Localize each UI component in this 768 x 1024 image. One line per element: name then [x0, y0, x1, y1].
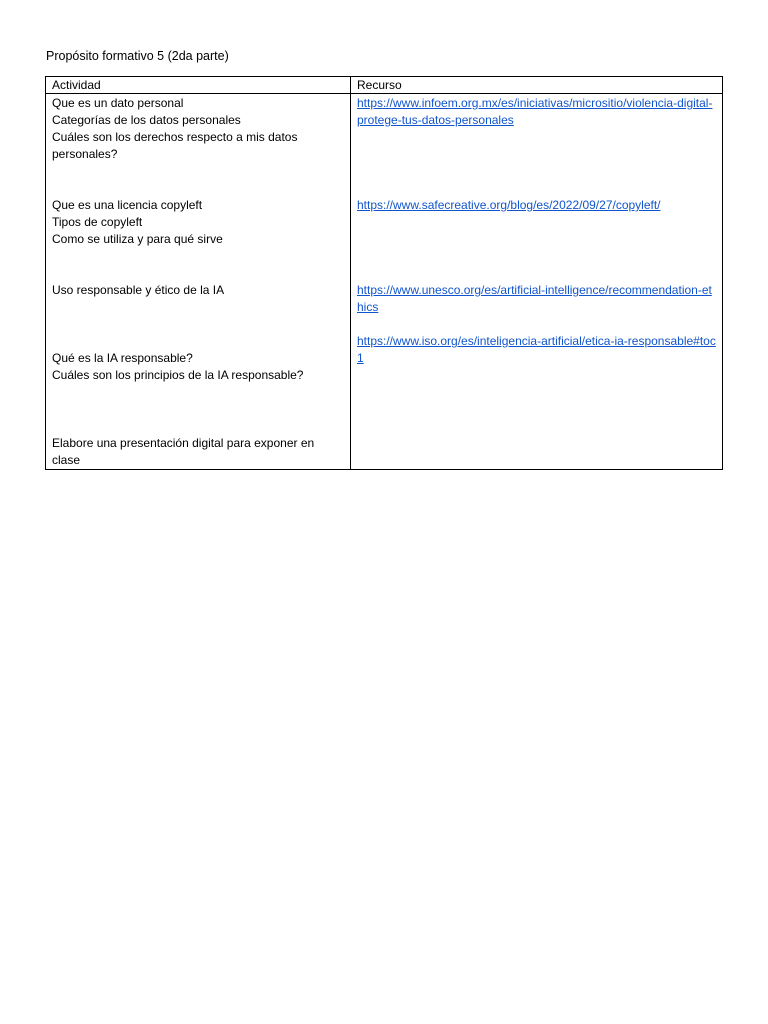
spacer [357, 265, 716, 282]
table-header-row [46, 77, 723, 94]
activity-resource-table [45, 76, 723, 470]
resource-link-datos-personales[interactable]: https://www.infoem.org.mx/es/iniciativas/micrositio/violencia-digital-protege-tus-datos-personales [357, 96, 713, 127]
header-resource: Recurso [351, 77, 723, 94]
spacer [52, 316, 344, 333]
activity-line: Cuáles son los principios de la IA responsable? [52, 368, 304, 382]
document-title: Propósito formativo 5 (2da parte) [46, 49, 229, 63]
spacer [357, 316, 716, 333]
table-row [46, 94, 723, 470]
activity-line: Qué es la IA responsable? [52, 351, 193, 365]
spacer [52, 265, 344, 282]
spacer [52, 299, 344, 316]
spacer [52, 418, 344, 435]
activity-line: Cuáles son los derechos respecto a mis datos personales? [52, 130, 298, 161]
spacer [357, 146, 716, 163]
spacer [357, 163, 716, 180]
resource-cell [351, 94, 723, 470]
spacer [52, 333, 344, 350]
activity-line: Uso responsable y ético de la IA [52, 283, 225, 297]
spacer [52, 163, 344, 180]
resource-link-unesco-ethics[interactable]: https://www.unesco.org/es/artificial-intelligence/recommendation-ethics [357, 283, 712, 314]
activity-line: Que es un dato personal [52, 96, 184, 110]
spacer [357, 231, 716, 248]
activity-line: Tipos de copyleft [52, 215, 143, 229]
activity-line: Que es una licencia copyleft [52, 198, 203, 212]
spacer [52, 180, 344, 197]
activity-line: Elabore una presentación digital para exponer en clase [52, 436, 315, 467]
spacer [357, 180, 716, 197]
spacer [52, 384, 344, 401]
spacer [357, 248, 716, 265]
spacer [357, 129, 716, 146]
activity-line: Como se utiliza y para qué sirve [52, 232, 223, 246]
resource-link-copyleft[interactable]: https://www.safecreative.org/blog/es/2022/09/27/copyleft/ [357, 198, 661, 212]
activity-cell [46, 94, 351, 470]
spacer [357, 214, 716, 231]
spacer [52, 248, 344, 265]
activity-line: Categorías de los datos personales [52, 113, 241, 127]
resource-link-iso-ia-responsable[interactable]: https://www.iso.org/es/inteligencia-artificial/etica-ia-responsable#toc1 [357, 334, 716, 365]
spacer [52, 401, 344, 418]
header-activity: Actividad [46, 77, 351, 94]
